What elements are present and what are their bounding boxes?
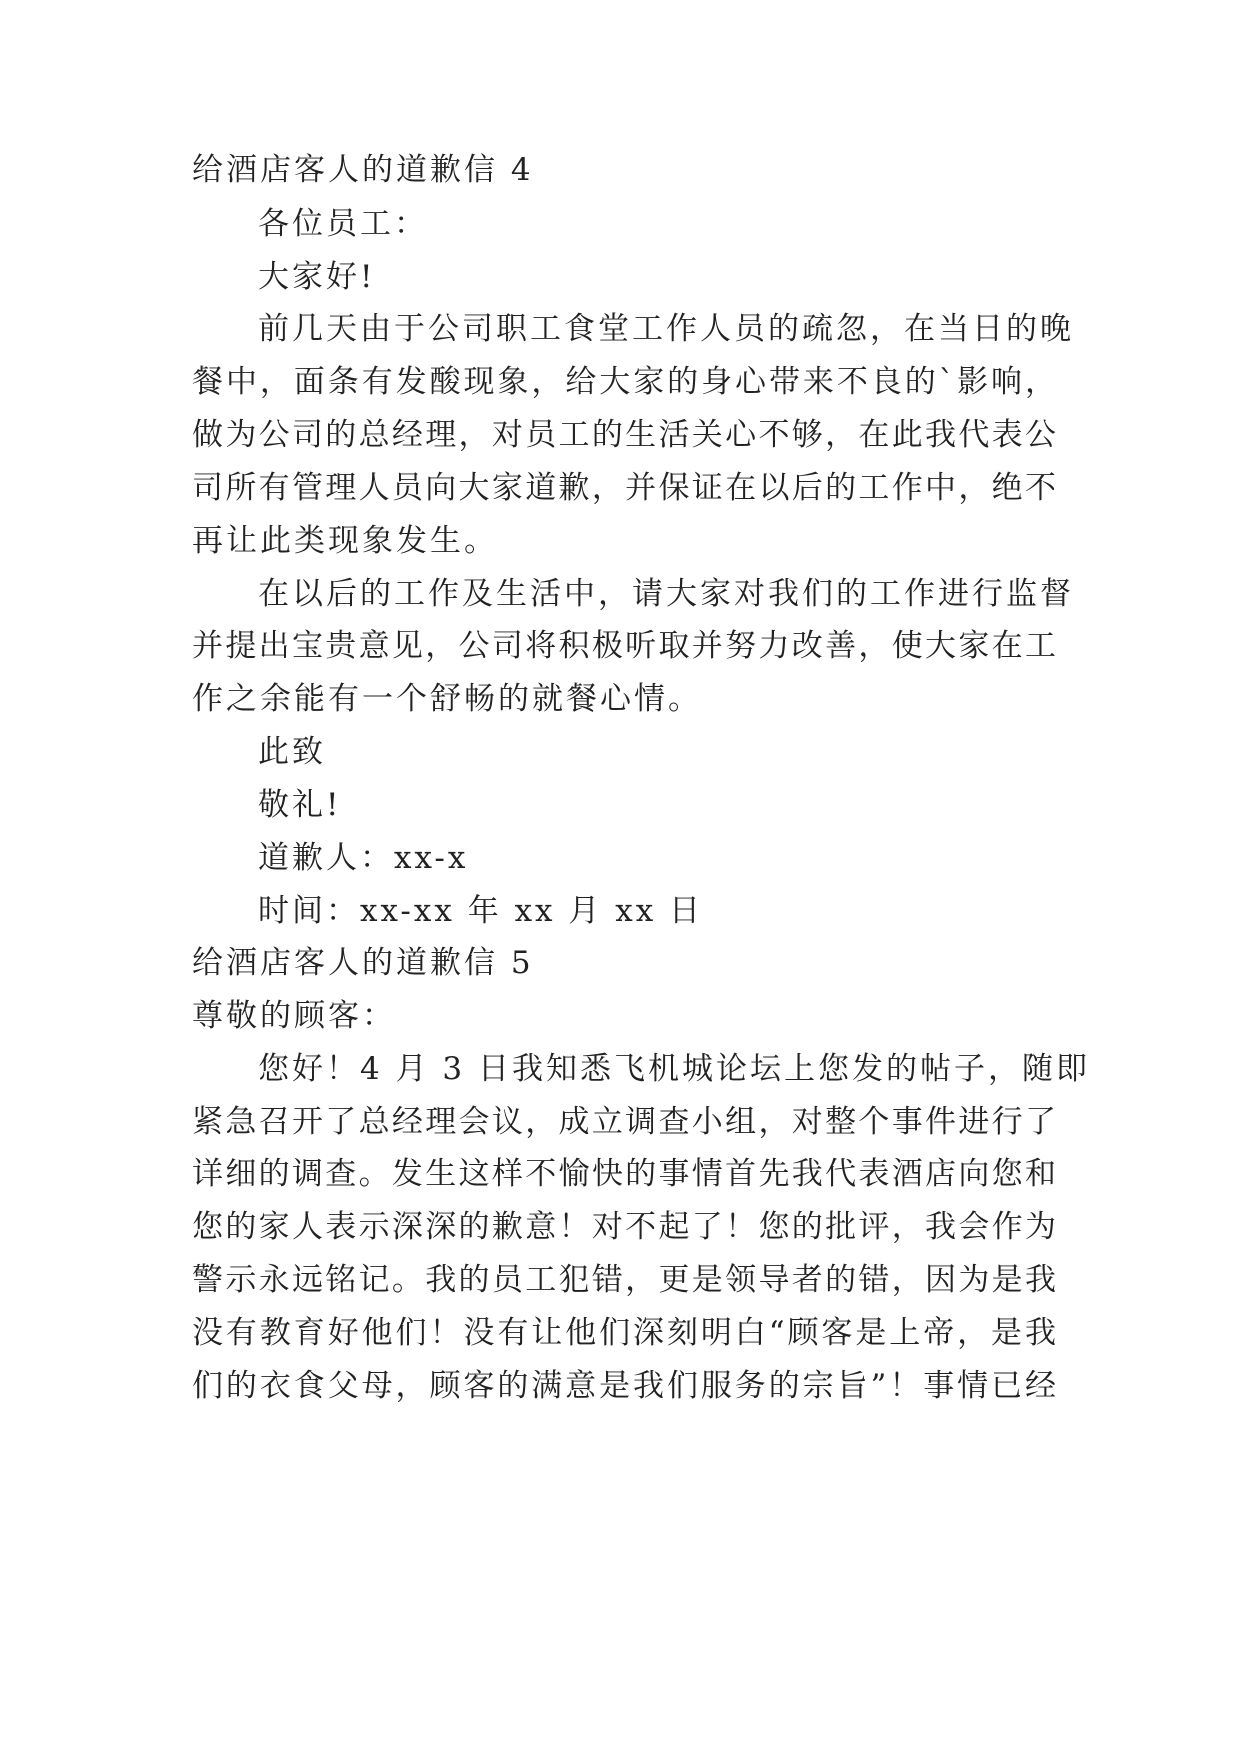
letter4-greeting: 大家好! (258, 259, 376, 295)
letter5-para1-line3: 详细的调查。发生这样不愉快的事情首先我代表酒店向您和 (192, 1156, 1058, 1192)
letter5-para1-line4: 您的家人表示深深的歉意！对不起了！您的批评，我会作为 (192, 1209, 1058, 1245)
letter4-para1-line1: 前几天由于公司职工食堂工作人员的疏忽，在当日的晚 (258, 311, 1074, 347)
letter4-closing2: 敬礼! (258, 787, 342, 823)
letter5-para1-line7: 们的衣食父母，顾客的满意是我们服务的宗旨”！事情已经 (192, 1368, 1058, 1404)
letter5-para1-line6: 没有教育好他们！没有让他们深刻明白“顾客是上帝，是我 (192, 1315, 1058, 1351)
letter4-date: 时间：xx-xx 年 xx 月 xx 日 (258, 893, 704, 929)
letter4-closing1: 此致 (258, 734, 326, 770)
letter5-title: 给酒店客人的道歉信 5 (192, 945, 534, 981)
letter4-para1-line2: 餐中，面条有发酸现象，给大家的身心带来不良的`影响， (192, 364, 1058, 400)
letter4-para1-line3: 做为公司的总经理，对员工的生活关心不够，在此我代表公 (192, 417, 1058, 453)
letter4-para2-line3: 作之余能有一个舒畅的就餐心情。 (192, 681, 702, 717)
letter5-para1-line5: 警示永远铭记。我的员工犯错，更是领导者的错，因为是我 (192, 1262, 1058, 1298)
letter4-para2-line1: 在以后的工作及生活中，请大家对我们的工作进行监督 (258, 576, 1074, 612)
letter4-signer: 道歉人：xx-x (258, 840, 469, 876)
letter5-para1-line1: 您好！4 月 3 日我知悉飞机城论坛上您发的帖子，随即 (258, 1051, 1091, 1087)
letter4-para1-line5: 再让此类现象发生。 (192, 523, 498, 559)
letter5-salutation: 尊敬的顾客： (192, 998, 396, 1034)
letter4-para1-line4: 司所有管理人员向大家道歉，并保证在以后的工作中，绝不 (192, 470, 1058, 506)
letter4-salutation: 各位员工： (258, 206, 428, 242)
letter4-title: 给酒店客人的道歉信 4 (192, 152, 534, 188)
letter4-para2-line2: 并提出宝贵意见，公司将积极听取并努力改善，使大家在工 (192, 628, 1058, 664)
letter5-para1-line2: 紧急召开了总经理会议，成立调查小组，对整个事件进行了 (192, 1104, 1058, 1140)
